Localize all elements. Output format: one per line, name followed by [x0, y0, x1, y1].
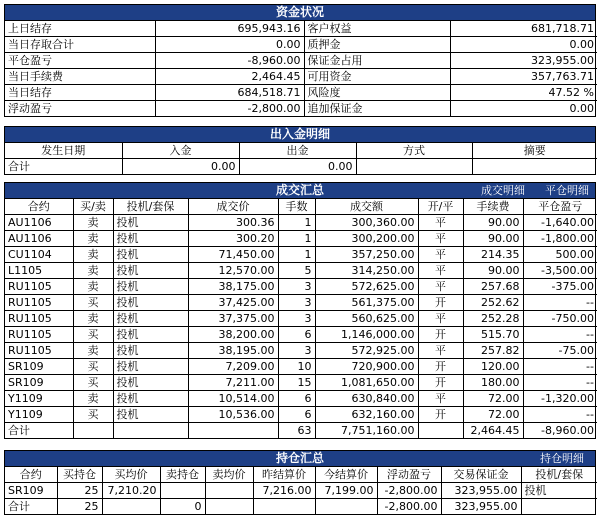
pos-sell-avg — [205, 483, 253, 499]
trade-detail-link[interactable]: 成交明细 — [481, 184, 525, 197]
positions-title-text: 持仓汇总 — [275, 451, 324, 465]
funds-label: 浮动盈亏 — [5, 101, 155, 117]
funds-title — [5, 5, 595, 21]
trade-openclose: 开 — [418, 359, 463, 375]
funds-row — [5, 101, 597, 117]
trade-hedge: 投机 — [113, 295, 188, 311]
positions-total-empty — [253, 499, 315, 515]
trade-lots: 3 — [278, 295, 315, 311]
positions-total-sell: 0 — [160, 499, 205, 515]
position-detail-link[interactable]: 持仓明细 — [540, 452, 584, 465]
trade-pnl: -- — [523, 407, 597, 423]
trade-fee: 180.00 — [463, 375, 523, 391]
trade-amount: 357,250.00 — [315, 247, 418, 263]
col-fee: 手续费 — [463, 199, 523, 215]
cashflow-table — [5, 143, 597, 174]
funds-label: 追加保证金 — [304, 101, 450, 117]
trade-pnl: -- — [523, 375, 597, 391]
trade-contract: RU1105 — [5, 327, 73, 343]
pos-margin: 323,955.00 — [441, 483, 521, 499]
col-contract: 合约 — [5, 199, 73, 215]
funds-value: -8,960.00 — [155, 53, 304, 69]
trade-amount: 1,146,000.00 — [315, 327, 418, 343]
trade-row — [5, 375, 597, 391]
trade-lots: 1 — [278, 247, 315, 263]
cashflow-title-text: 出入金明细 — [269, 127, 330, 141]
cashflow-total-row — [5, 159, 597, 175]
trades-title — [5, 183, 595, 199]
cashflow-total-label: 合计 — [5, 159, 122, 175]
trade-side: 卖 — [73, 247, 113, 263]
positions-total-float: -2,800.00 — [377, 499, 441, 515]
funds-value: 323,955.00 — [450, 53, 597, 69]
funds-value: 0.00 — [450, 101, 597, 117]
trade-pnl: -3,500.00 — [523, 263, 597, 279]
trade-pnl: -- — [523, 327, 597, 343]
trade-contract: SR109 — [5, 375, 73, 391]
trade-openclose: 开 — [418, 407, 463, 423]
funds-value: 47.52 % — [450, 85, 597, 101]
positions-total-buy: 25 — [57, 499, 102, 515]
trade-contract: SR109 — [5, 359, 73, 375]
pos-buy-avg: 7,210.20 — [102, 483, 160, 499]
trades-header-row — [5, 199, 597, 215]
trade-lots: 6 — [278, 391, 315, 407]
trade-openclose: 平 — [418, 215, 463, 231]
trade-openclose: 平 — [418, 263, 463, 279]
col-out: 出金 — [239, 143, 356, 159]
funds-label: 平仓盈亏 — [5, 53, 155, 69]
trade-openclose: 平 — [418, 391, 463, 407]
funds-value: -2,800.00 — [155, 101, 304, 117]
trade-price: 71,450.00 — [188, 247, 278, 263]
trade-amount: 300,360.00 — [315, 215, 418, 231]
funds-label: 当日存取合计 — [5, 37, 155, 53]
trades-total-empty — [113, 423, 188, 439]
col-in: 入金 — [122, 143, 239, 159]
positions-total-margin: 323,955.00 — [441, 499, 521, 515]
trade-row — [5, 247, 597, 263]
funds-value: 681,718.71 — [450, 21, 597, 37]
trade-amount: 560,625.00 — [315, 311, 418, 327]
trade-openclose: 平 — [418, 279, 463, 295]
trade-fee: 515.70 — [463, 327, 523, 343]
funds-value: 2,464.45 — [155, 69, 304, 85]
pos-contract: SR109 — [5, 483, 57, 499]
trade-fee: 90.00 — [463, 231, 523, 247]
pos-hedge: 投机 — [521, 483, 597, 499]
trade-contract: AU1106 — [5, 231, 73, 247]
trade-contract: RU1105 — [5, 279, 73, 295]
trade-side: 卖 — [73, 311, 113, 327]
trade-pnl: -1,320.00 — [523, 391, 597, 407]
trade-price: 38,195.00 — [188, 343, 278, 359]
trades-total-row — [5, 423, 597, 439]
trade-pnl: -1,800.00 — [523, 231, 597, 247]
funds-label: 当日结存 — [5, 85, 155, 101]
trade-lots: 3 — [278, 279, 315, 295]
trade-price: 38,200.00 — [188, 327, 278, 343]
trade-side: 买 — [73, 359, 113, 375]
trade-pnl: -375.00 — [523, 279, 597, 295]
trade-price: 300.36 — [188, 215, 278, 231]
funds-value: 357,763.71 — [450, 69, 597, 85]
funds-title-text: 资金状况 — [275, 5, 324, 19]
pcol-buy-avg: 买均价 — [102, 467, 160, 483]
funds-row — [5, 85, 597, 101]
cashflow-total-method — [356, 159, 472, 175]
trade-lots: 1 — [278, 231, 315, 247]
trade-side: 卖 — [73, 343, 113, 359]
trade-fee: 72.00 — [463, 407, 523, 423]
trade-pnl: -75.00 — [523, 343, 597, 359]
trade-pnl: -750.00 — [523, 311, 597, 327]
positions-header-row — [5, 467, 597, 483]
trade-lots: 3 — [278, 311, 315, 327]
trade-openclose: 平 — [418, 247, 463, 263]
trade-lots: 10 — [278, 359, 315, 375]
funds-table — [5, 21, 597, 116]
pcol-float: 浮动盈亏 — [377, 467, 441, 483]
cashflow-title — [5, 127, 595, 143]
trade-contract: RU1105 — [5, 343, 73, 359]
trade-hedge: 投机 — [113, 279, 188, 295]
trade-price: 7,211.00 — [188, 375, 278, 391]
positions-panel — [4, 450, 596, 515]
trade-side: 买 — [73, 327, 113, 343]
funds-label: 保证金占用 — [304, 53, 450, 69]
positions-title — [5, 451, 595, 467]
pcol-buy: 买持仓 — [57, 467, 102, 483]
trade-row — [5, 343, 597, 359]
trade-fee: 252.28 — [463, 311, 523, 327]
trade-lots: 1 — [278, 215, 315, 231]
col-hedge: 投机/套保 — [113, 199, 188, 215]
trade-row — [5, 407, 597, 423]
funds-value: 0.00 — [450, 37, 597, 53]
trade-fee: 90.00 — [463, 215, 523, 231]
positions-total-empty — [205, 499, 253, 515]
funds-label: 客户权益 — [304, 21, 450, 37]
trade-price: 37,375.00 — [188, 311, 278, 327]
trade-lots: 6 — [278, 407, 315, 423]
trades-total-empty — [418, 423, 463, 439]
trade-row — [5, 295, 597, 311]
funds-row — [5, 21, 597, 37]
trade-contract: RU1105 — [5, 311, 73, 327]
pcol-sell: 卖持仓 — [160, 467, 205, 483]
trade-side: 买 — [73, 407, 113, 423]
trade-amount: 572,925.00 — [315, 343, 418, 359]
funds-label: 当日手续费 — [5, 69, 155, 85]
pcol-prev-settle: 昨结算价 — [253, 467, 315, 483]
trade-fee: 90.00 — [463, 263, 523, 279]
trades-total-empty — [188, 423, 278, 439]
trade-price: 38,175.00 — [188, 279, 278, 295]
col-lots: 手数 — [278, 199, 315, 215]
trade-lots: 6 — [278, 327, 315, 343]
trade-side: 卖 — [73, 263, 113, 279]
trades-title-text: 成交汇总 — [275, 183, 324, 197]
trade-row — [5, 327, 597, 343]
col-price: 成交价 — [188, 199, 278, 215]
trade-row — [5, 359, 597, 375]
pos-prev-settle: 7,216.00 — [253, 483, 315, 499]
pos-float: -2,800.00 — [377, 483, 441, 499]
trade-hedge: 投机 — [113, 311, 188, 327]
trades-total-empty — [73, 423, 113, 439]
positions-total-empty — [315, 499, 377, 515]
cashflow-total-out: 0.00 — [239, 159, 356, 175]
trade-contract: RU1105 — [5, 295, 73, 311]
funds-row — [5, 37, 597, 53]
trade-amount: 314,250.00 — [315, 263, 418, 279]
pcol-sell-avg: 卖均价 — [205, 467, 253, 483]
trade-lots: 5 — [278, 263, 315, 279]
trade-hedge: 投机 — [113, 263, 188, 279]
trades-total-pnl: -8,960.00 — [523, 423, 597, 439]
pos-sell — [160, 483, 205, 499]
trade-amount: 632,160.00 — [315, 407, 418, 423]
pcol-margin: 交易保证金 — [441, 467, 521, 483]
trade-side: 买 — [73, 375, 113, 391]
trade-amount: 630,840.00 — [315, 391, 418, 407]
trade-fee: 72.00 — [463, 391, 523, 407]
funds-value: 0.00 — [155, 37, 304, 53]
trade-price: 10,536.00 — [188, 407, 278, 423]
trade-side: 卖 — [73, 279, 113, 295]
pos-settle: 7,199.00 — [315, 483, 377, 499]
close-detail-link[interactable]: 平仓明细 — [545, 184, 589, 197]
trade-price: 10,514.00 — [188, 391, 278, 407]
trade-openclose: 开 — [418, 295, 463, 311]
trade-row — [5, 231, 597, 247]
trade-contract: Y1109 — [5, 391, 73, 407]
trade-openclose: 平 — [418, 311, 463, 327]
trade-price: 300.20 — [188, 231, 278, 247]
trade-hedge: 投机 — [113, 407, 188, 423]
trade-amount: 300,200.00 — [315, 231, 418, 247]
trade-side: 买 — [73, 295, 113, 311]
trade-openclose: 开 — [418, 327, 463, 343]
trade-hedge: 投机 — [113, 215, 188, 231]
trade-lots: 3 — [278, 343, 315, 359]
trade-openclose: 开 — [418, 375, 463, 391]
trade-fee: 257.82 — [463, 343, 523, 359]
trade-amount: 572,625.00 — [315, 279, 418, 295]
col-note: 摘要 — [472, 143, 597, 159]
positions-total-label: 合计 — [5, 499, 57, 515]
funds-label: 可用资金 — [304, 69, 450, 85]
position-row — [5, 483, 597, 499]
trade-pnl: 500.00 — [523, 247, 597, 263]
positions-table — [5, 467, 597, 514]
funds-row — [5, 53, 597, 69]
pcol-hedge: 投机/套保 — [521, 467, 597, 483]
trade-hedge: 投机 — [113, 375, 188, 391]
trade-price: 12,570.00 — [188, 263, 278, 279]
cashflow-total-note — [472, 159, 597, 175]
trades-total-fee: 2,464.45 — [463, 423, 523, 439]
funds-label: 风险度 — [304, 85, 450, 101]
positions-total-empty — [102, 499, 160, 515]
trade-price: 7,209.00 — [188, 359, 278, 375]
funds-label: 上日结存 — [5, 21, 155, 37]
trade-openclose: 平 — [418, 343, 463, 359]
trade-fee: 257.68 — [463, 279, 523, 295]
trade-row — [5, 391, 597, 407]
pcol-contract: 合约 — [5, 467, 57, 483]
trade-hedge: 投机 — [113, 327, 188, 343]
trade-row — [5, 263, 597, 279]
funds-panel — [4, 4, 596, 117]
trades-total-lots: 63 — [278, 423, 315, 439]
trades-table — [5, 199, 597, 438]
col-openclose: 开/平 — [418, 199, 463, 215]
pos-buy: 25 — [57, 483, 102, 499]
trade-fee: 120.00 — [463, 359, 523, 375]
trade-amount: 561,375.00 — [315, 295, 418, 311]
funds-row — [5, 69, 597, 85]
trade-contract: CU1104 — [5, 247, 73, 263]
col-pnl: 平仓盈亏 — [523, 199, 597, 215]
funds-value: 695,943.16 — [155, 21, 304, 37]
trade-contract: Y1109 — [5, 407, 73, 423]
trade-pnl: -- — [523, 359, 597, 375]
trades-total-amount: 7,751,160.00 — [315, 423, 418, 439]
trade-side: 卖 — [73, 231, 113, 247]
funds-value: 684,518.71 — [155, 85, 304, 101]
cashflow-total-in: 0.00 — [122, 159, 239, 175]
trade-lots: 15 — [278, 375, 315, 391]
col-date: 发生日期 — [5, 143, 122, 159]
trade-row — [5, 215, 597, 231]
trades-panel — [4, 182, 596, 439]
trade-amount: 1,081,650.00 — [315, 375, 418, 391]
col-amount: 成交额 — [315, 199, 418, 215]
trade-side: 卖 — [73, 391, 113, 407]
trade-pnl: -1,640.00 — [523, 215, 597, 231]
trade-contract: L1105 — [5, 263, 73, 279]
positions-total-empty — [521, 499, 597, 515]
trades-total-label: 合计 — [5, 423, 73, 439]
pcol-settle: 今结算价 — [315, 467, 377, 483]
col-side: 买/卖 — [73, 199, 113, 215]
trade-hedge: 投机 — [113, 231, 188, 247]
trade-hedge: 投机 — [113, 343, 188, 359]
positions-total-row — [5, 499, 597, 515]
trade-price: 37,425.00 — [188, 295, 278, 311]
trade-row — [5, 311, 597, 327]
trade-fee: 214.35 — [463, 247, 523, 263]
trade-fee: 252.62 — [463, 295, 523, 311]
trade-pnl: -- — [523, 295, 597, 311]
trade-contract: AU1106 — [5, 215, 73, 231]
trade-amount: 720,900.00 — [315, 359, 418, 375]
cashflow-panel — [4, 126, 596, 175]
funds-label: 质押金 — [304, 37, 450, 53]
trade-side: 卖 — [73, 215, 113, 231]
trade-row — [5, 279, 597, 295]
cashflow-header-row — [5, 143, 597, 159]
trade-openclose: 平 — [418, 231, 463, 247]
trade-hedge: 投机 — [113, 391, 188, 407]
col-method: 方式 — [356, 143, 472, 159]
trade-hedge: 投机 — [113, 247, 188, 263]
trade-hedge: 投机 — [113, 359, 188, 375]
